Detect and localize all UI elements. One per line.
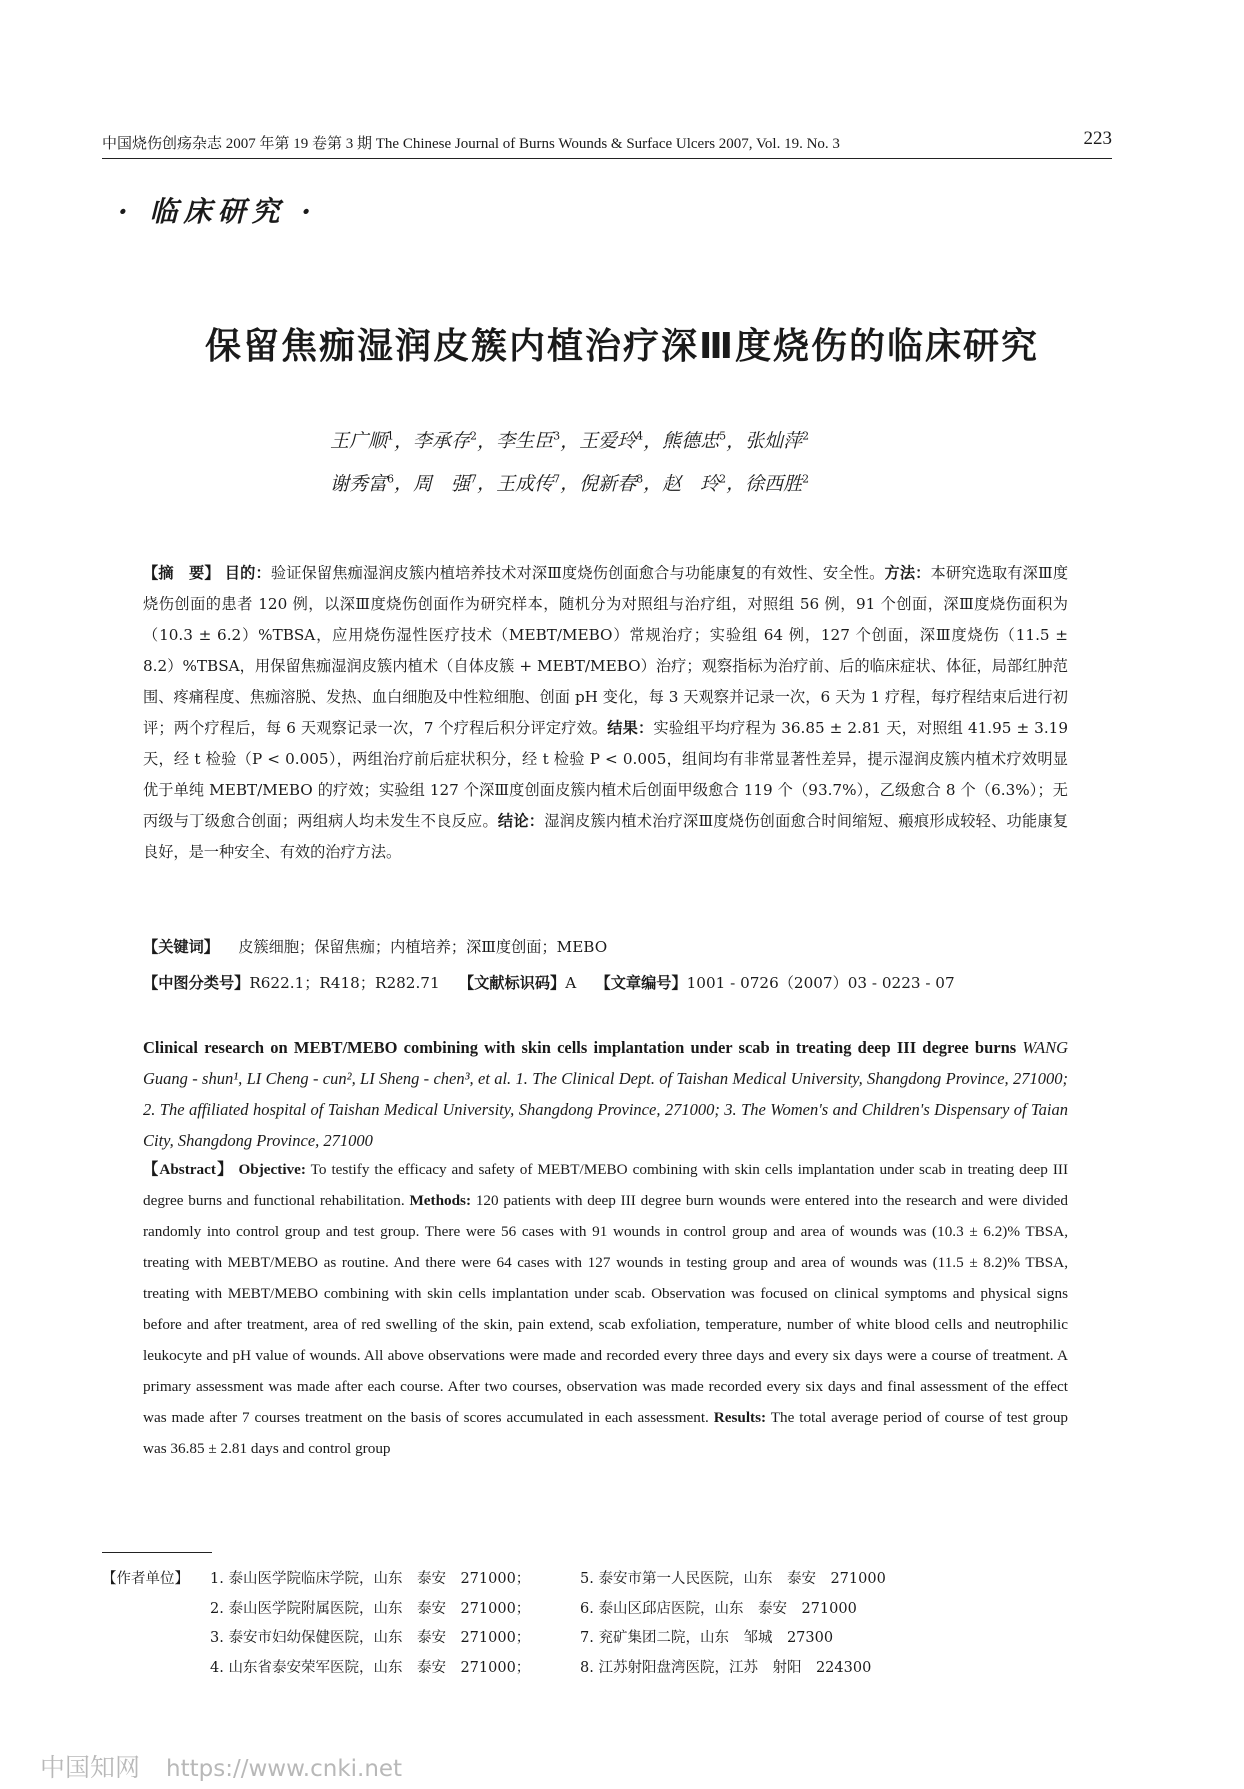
author-name: 倪新春 [579, 472, 637, 495]
author-name: 熊德忠 [662, 430, 720, 453]
author-affiliation-number: 2 [719, 472, 727, 486]
author [745, 430, 809, 452]
affiliation-item: 2. 泰山医学院附属医院，山东 泰安 271000； [210, 1600, 531, 1617]
english-authors-affiliations: WANG Guang - shun¹, LI Cheng - cun², LI Sheng - chen³, et al. 1. The Clinical Dept. of Taishan Medical University, Shangdong Province, 271000; 2. The affiliated hospital of Taishan Medical University, Shangdong Province, 271000; 3. The Women's and Children's Dispensary of Taian City, Shangdong Province, 271000 [143, 1038, 1069, 1150]
affiliation-item: 5. 泰安市第一人民医院，山东 泰安 271000 [580, 1571, 886, 1587]
english-title: Clinical research on MEBT/MEBO combining with skin cells implantation under scab in treating deep III degree burns [143, 1038, 1017, 1057]
article-number-label: 【文章编号】 [595, 974, 687, 992]
en-objective-label: Objective: [238, 1161, 306, 1178]
watermark-url: https://www.cnki.net [166, 1756, 403, 1782]
author-name: 张灿萍 [745, 430, 803, 453]
conclusion-label: 结论： [497, 812, 545, 830]
objective-label: 目的： [224, 564, 271, 582]
affiliations-label: 【作者单位】 [102, 1571, 189, 1587]
author-affiliation-number: 3 [553, 430, 561, 443]
affiliation-item: 1. 泰山医学院临床学院，山东 泰安 271000； [210, 1571, 531, 1587]
author-affiliation-number: 5 [719, 430, 727, 443]
author-affiliation-number: 2 [470, 430, 478, 443]
author [579, 473, 643, 495]
author [330, 473, 394, 495]
author-list: 王广顺$^1$，李承存$^2$，李生臣$^3$，王爱玲$^4$，熊德忠$^5$，张灿萍$^2$ 谢秀富$^6$，周 强$^7$，王成传$^7$，倪新春$^8$，赵 玲$^2$，徐西胜$^2$ [330, 430, 810, 495]
results-label: 结果： [607, 719, 654, 737]
author-name: 李承存 [413, 430, 471, 453]
cnki-watermark [40, 1748, 402, 1784]
footnote-rule [102, 1552, 212, 1553]
author [413, 430, 477, 452]
en-results-text: The total average period of course of test group was 36.85 ± 2.81 days and control group [143, 1409, 1069, 1457]
author-affiliation-number: 7 [553, 472, 561, 486]
author [496, 473, 560, 495]
english-title-block [143, 1032, 1068, 1156]
author-affiliation-number: 6 [387, 472, 395, 486]
affiliation-item: 4. 山东省泰安荣军医院，山东 泰安 271000； [210, 1659, 531, 1676]
abstract-label: 【摘 要】 [143, 564, 220, 582]
en-objective-text: To testify the efficacy and safety of MEBT/MEBO combining with skin cells implantation under scab in treating deep III degree burns and functional rehabilitation. [143, 1161, 1069, 1209]
results-text: 实验组平均疗程为 36.85 ± 2.81 天，对照组 41.95 ± 3.19 天，经 t 检验（P < 0.005），两组治疗前后症状积分，经 t 检验 P < 0.005，组间均有非常显著性差异，提示湿润皮簇内植术疗效明显优于单纯 MEBT/MEBO 的疗效；实验组 127 个深Ⅲ度创面皮簇内植术后创面甲级愈合 119 个（93.7%），乙级愈合 8 个（6.3%）；无丙级与丁级愈合创面；两组病人均未发生不良反应。 [143, 719, 1068, 830]
keywords-text: 皮簇细胞；保留焦痂；内植培养；深Ⅲ度创面；MEBO [238, 938, 608, 956]
author-affiliation-number: 8 [636, 472, 644, 486]
author [413, 473, 477, 495]
author-affiliation-number: 2 [802, 430, 810, 443]
affiliation-row [210, 1595, 886, 1625]
author [662, 473, 726, 495]
en-methods-label: Methods: [409, 1192, 472, 1209]
en-results-label: Results: [713, 1409, 767, 1426]
clc-label: 【中图分类号】 [143, 974, 250, 992]
author-affiliation-number: 1 [387, 430, 395, 443]
author-affiliation-number: 4 [636, 430, 644, 443]
methods-label: 方法： [884, 564, 931, 582]
objective-text: 验证保留焦痂湿润皮簇内植培养技术对深Ⅲ度烧伤创面愈合与功能康复的有效性、安全性。 [270, 564, 885, 582]
running-head-text: 中国烧伤创疡杂志 2007 年第 19 卷第 3 期 The Chinese Journal of Burns Wounds & Surface Ulcers 2007, Vol. 19. No. 3 [102, 136, 840, 152]
section-label: · 临床研究 · [118, 195, 317, 228]
en-methods-text: 120 patients with deep III degree burn wounds were entered into the research and were divided randomly into control group and test group. There were 56 cases with 91 wounds in control group and area of wounds was (10.3 ± 6.2)% TBSA, treating with MEBT/MEBO as routine. And there were 64 cases with 127 wounds in testing group and area of wounds was (11.5 ± 8.2)% TBSA, treating with MEBT/MEBO combining with skin cells implantation under scab. Observation was focused on clinical symptoms and physical signs before and after treatment, area of red swelling of the skin, pain extend, scab exfoliation, temperature, number of white blood cells and neutrophilic leukocyte and pH value of wounds. All above observations were made and recorded every three days and every six days were a course of treatment. A primary assessment was made after each course. After two courses, observation was made recorded every six days and final assessment of the effect was made after 7 courses treatment on the basis of scores accumulated in each assessment. [143, 1192, 1069, 1426]
author-name: 谢秀富 [330, 472, 388, 495]
article-number-value: 1001 - 0726（2007）03 - 0223 - 07 [686, 974, 955, 992]
author-name: 赵 玲 [662, 472, 720, 495]
doc-code-label: 【文献标识码】 [458, 974, 566, 992]
chinese-abstract [143, 558, 1068, 868]
affiliations-table [210, 1565, 886, 1683]
author [330, 430, 394, 452]
keywords-label: 【关键词】 [143, 938, 219, 956]
methods-text: 本研究选取有深Ⅲ度烧伤创面的患者 120 例，以深Ⅲ度烧伤创面作为研究样本，随机分为对照组与治疗组，对照组 56 例，91 个创面，深Ⅲ度烧伤面积为（10.3 ± 6.2）%TBSA，应用烧伤湿性医疗技术（MEBT/MEBO）常规治疗；实验组 64 例，127 个创面，深Ⅲ度烧伤（11.5 ± 8.2）%TBSA，用保留焦痂湿润皮簇内植术（自体皮簇 + MEBT/MEBO）治疗；观察指标为治疗前、后的临床症状、体征，局部红肿范围、疼痛程度、焦痂溶脱、发热、血白细胞及中性粒细胞、创面 pH 变化，每 3 天观察并记录一次，6 天为 1 疗程，每疗程结束后进行初评；两个疗程后，每 6 天观察记录一次，7 个疗程后积分评定疗效。 [143, 564, 1069, 737]
conclusion-text: 湿润皮簇内植术治疗深Ⅲ度烧伤创面愈合时间缩短、瘢痕形成较轻、功能康复良好，是一种安全、有效的治疗方法。 [143, 812, 1069, 861]
author-name: 徐西胜 [745, 472, 803, 495]
clc-value: R622.1；R418；R282.71 [249, 974, 440, 992]
author-name: 周 强 [413, 472, 471, 495]
author [579, 430, 643, 452]
watermark-brand: 中国知网 [40, 1753, 141, 1782]
affiliation-item: 6. 泰山区邱店医院，山东 泰安 271000 [580, 1600, 857, 1617]
author [745, 473, 809, 495]
author-affiliation-number: 2 [802, 472, 810, 486]
running-head [102, 128, 1112, 159]
affiliation-item: 3. 泰安市妇幼保健医院，山东 泰安 271000； [210, 1630, 531, 1646]
english-abstract [143, 1154, 1068, 1464]
affiliation-row [210, 1654, 886, 1684]
affiliation-item: 8. 江苏射阳盘湾医院，江苏 射阳 224300 [580, 1659, 872, 1676]
author-name: 李生臣 [496, 430, 554, 453]
article-title: 保留焦痂湿润皮簇内植治疗深Ⅲ度烧伤的临床研究 [204, 326, 1040, 367]
en-abstract-label: 【Abstract】 [143, 1161, 234, 1178]
keywords [143, 936, 1068, 957]
author [662, 430, 726, 452]
affiliation-row [210, 1565, 886, 1595]
author-name: 王广顺 [330, 430, 388, 453]
author [496, 430, 560, 452]
page-number: 223 [1083, 128, 1112, 149]
author-name: 王成传 [496, 472, 554, 495]
affiliation-item: 7. 兖矿集团二院，山东 邹城 27300 [580, 1630, 834, 1646]
doc-code-value: A [565, 974, 577, 992]
author-name: 王爱玲 [579, 430, 637, 453]
affiliation-row [210, 1624, 886, 1654]
author-affiliation-number: 7 [470, 472, 478, 486]
classification-line [143, 972, 1083, 993]
